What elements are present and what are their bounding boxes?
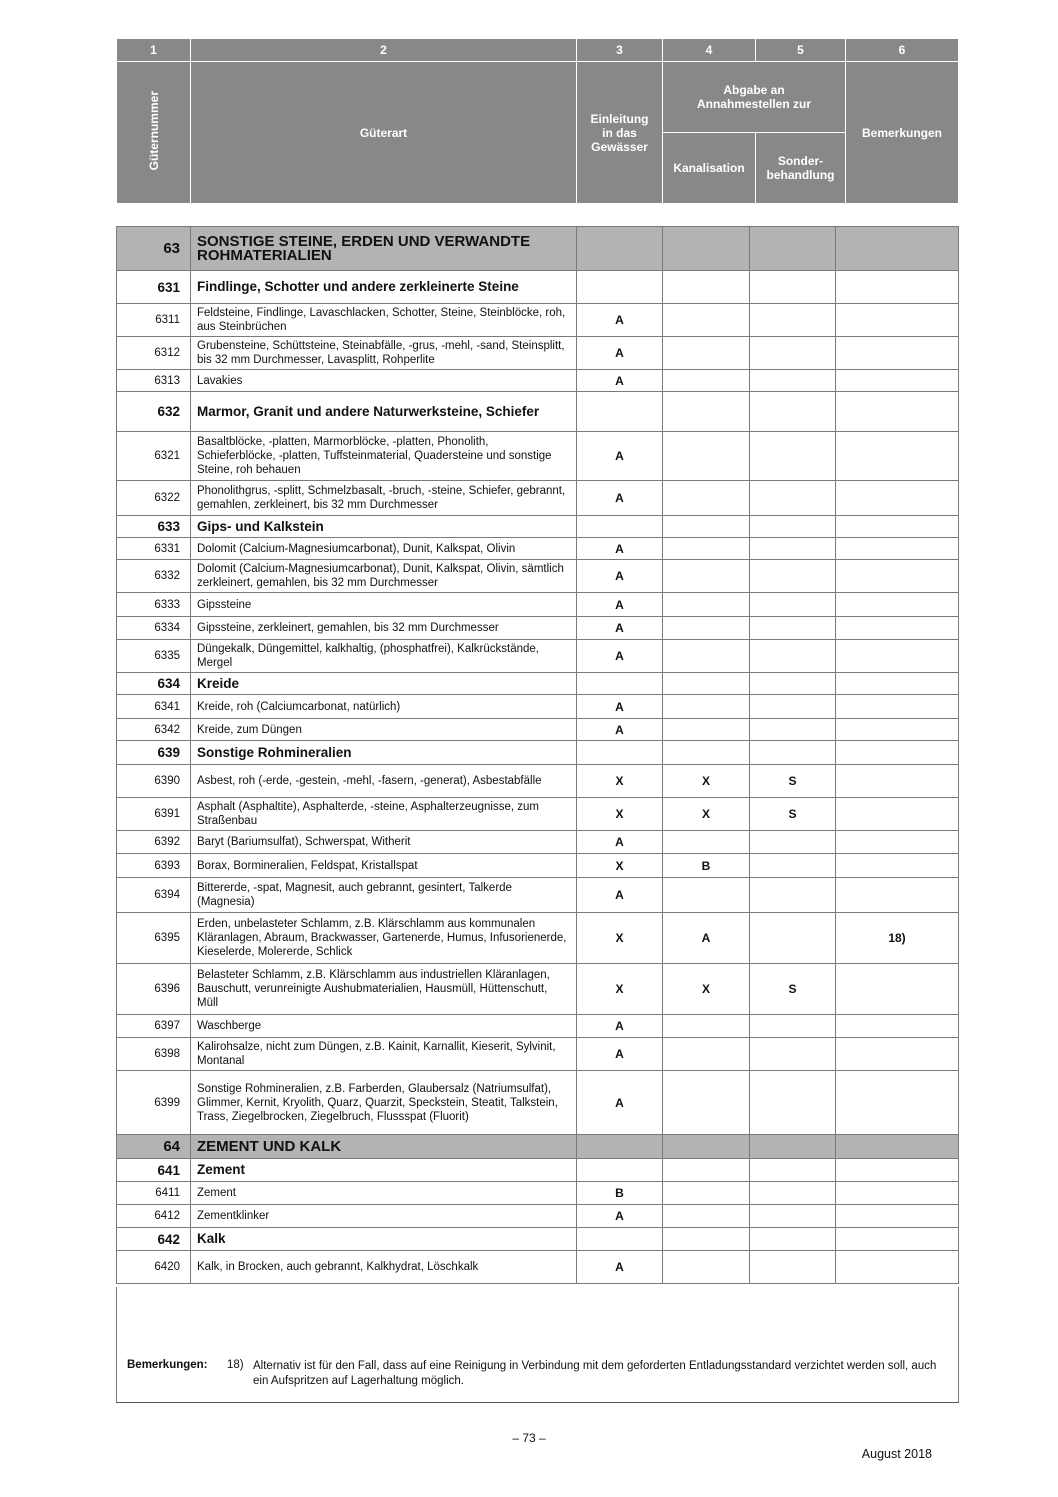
sewer-cell (663, 304, 750, 337)
remarks-cell (836, 854, 959, 878)
table-row (117, 1071, 959, 1135)
special-treatment-cell (750, 878, 836, 913)
special-treatment-cell (750, 432, 836, 481)
goods-description-cell: Dolomit (Calcium-Magnesiumcarbonat), Dunit, Kalkspat, Olivin, sämtlich zerkleinert, gemahlen, bis 32 mm Durchmesser (191, 560, 577, 593)
goods-description-cell: Gipssteine, zerkleinert, gemahlen, bis 32 mm Durchmesser (191, 617, 577, 640)
goods-number-cell: 631 (117, 271, 191, 304)
goods-number-cell: 6331 (117, 538, 191, 560)
goods-description-cell: ZEMENT UND KALK (191, 1135, 577, 1159)
special-treatment-cell (750, 1205, 836, 1228)
subgroup-row (117, 516, 959, 538)
goods-number-cell: 6398 (117, 1038, 191, 1071)
remarks-cell (836, 673, 959, 695)
table-row (117, 560, 959, 593)
goods-description-cell: Zementklinker (191, 1205, 577, 1228)
goods-description-cell: Zement (191, 1182, 577, 1205)
goods-description-cell: Basaltblöcke, -platten, Marmorblöcke, -platten, Phonolith, Schieferblöcke, -platten, Tuffsteinmaterial, Quadersteine und sonstige Steine, roh behauen (191, 432, 577, 481)
discharge-water-cell: A (577, 878, 663, 913)
goods-description-cell: Zement (191, 1159, 577, 1182)
header-abgabe-label: Abgabe an Annahmestellen zur (696, 83, 812, 111)
discharge-water-cell: A (577, 1205, 663, 1228)
goods-description-cell: Erden, unbelasteter Schlamm, z.B. Klärschlamm aus kommunalen Kläranlagen, Abraum, Brackwasser, Gartenerde, Humus, Infusorienerde, Kieselerde, Molererde, Schlick (191, 913, 577, 964)
discharge-water-cell: A (577, 831, 663, 854)
goods-number-cell: 6420 (117, 1251, 191, 1284)
remarks-cell (836, 560, 959, 593)
table-row (117, 1015, 959, 1038)
goods-number-cell: 634 (117, 673, 191, 695)
remarks-cell (836, 1228, 959, 1251)
remarks-cell (836, 765, 959, 798)
sewer-cell (663, 1228, 750, 1251)
table-row (117, 1251, 959, 1284)
discharge-water-cell: A (577, 337, 663, 370)
discharge-water-cell (577, 227, 663, 271)
goods-description-cell: Asbest, roh (-erde, -gestein, -mehl, -fasern, -generat), Asbestabfälle (191, 765, 577, 798)
goods-number-cell: 6393 (117, 854, 191, 878)
discharge-water-cell (577, 392, 663, 432)
table-row (117, 964, 959, 1015)
goods-number-cell: 642 (117, 1228, 191, 1251)
goods-number-cell: 6332 (117, 560, 191, 593)
discharge-water-cell: A (577, 719, 663, 741)
table-row (117, 304, 959, 337)
goods-number-cell: 6394 (117, 878, 191, 913)
goods-number-cell: 633 (117, 516, 191, 538)
goods-description-cell: Bittererde, -spat, Magnesit, auch gebrannt, gesintert, Talkerde (Magnesia) (191, 878, 577, 913)
table-row (117, 1038, 959, 1071)
discharge-water-cell: A (577, 304, 663, 337)
discharge-water-cell: B (577, 1182, 663, 1205)
sewer-cell (663, 271, 750, 304)
goods-number-cell: 6313 (117, 370, 191, 392)
col-number-5: 5 (756, 39, 846, 62)
special-treatment-cell (750, 538, 836, 560)
discharge-water-cell: A (577, 1251, 663, 1284)
group-row (117, 1135, 959, 1159)
remarks-cell (836, 1182, 959, 1205)
discharge-water-cell: A (577, 481, 663, 516)
subgroup-row (117, 1159, 959, 1182)
remarks-cell (836, 538, 959, 560)
discharge-water-cell: A (577, 1071, 663, 1135)
header-gueternummer (117, 62, 191, 204)
discharge-water-cell: X (577, 765, 663, 798)
special-treatment-cell (750, 304, 836, 337)
header-abgabe (663, 62, 846, 133)
remarks-cell (836, 878, 959, 913)
discharge-water-cell: A (577, 617, 663, 640)
remarks-cell (836, 1038, 959, 1071)
special-treatment-cell (750, 1159, 836, 1182)
goods-number-cell: 6397 (117, 1015, 191, 1038)
subgroup-row (117, 741, 959, 765)
discharge-water-cell: A (577, 640, 663, 673)
sewer-cell (663, 1205, 750, 1228)
sewer-cell (663, 878, 750, 913)
table-row (117, 640, 959, 673)
sewer-cell (663, 370, 750, 392)
special-treatment-cell (750, 673, 836, 695)
discharge-water-cell: A (577, 695, 663, 719)
sewer-cell: A (663, 913, 750, 964)
special-treatment-cell (750, 741, 836, 765)
goods-description-cell: Baryt (Bariumsulfat), Schwerspat, Witherit (191, 831, 577, 854)
remarks-cell (836, 640, 959, 673)
remarks-cell (836, 337, 959, 370)
discharge-water-cell: X (577, 913, 663, 964)
goods-number-cell: 6396 (117, 964, 191, 1015)
page-number: – 73 – (512, 1431, 546, 1445)
special-treatment-cell (750, 1015, 836, 1038)
special-treatment-cell (750, 1182, 836, 1205)
remarks-cell (836, 1015, 959, 1038)
goods-description-cell: Kalk, in Brocken, auch gebrannt, Kalkhydrat, Löschkalk (191, 1251, 577, 1284)
header-kanalisation: Kanalisation (663, 133, 756, 204)
goods-description-cell: Kreide, roh (Calciumcarbonat, natürlich) (191, 695, 577, 719)
subgroup-row (117, 392, 959, 432)
goods-number-cell: 6390 (117, 765, 191, 798)
header-gueterart: Güterart (191, 62, 577, 204)
sewer-cell (663, 227, 750, 271)
table-row (117, 878, 959, 913)
subgroup-row (117, 673, 959, 695)
remarks-footnote-number: 18) (227, 1359, 244, 1371)
table-row (117, 798, 959, 831)
goods-table-body (117, 227, 959, 1284)
sewer-cell (663, 617, 750, 640)
discharge-water-cell (577, 516, 663, 538)
sewer-cell (663, 516, 750, 538)
remarks-cell (836, 1205, 959, 1228)
goods-number-cell: 6335 (117, 640, 191, 673)
remarks-cell (836, 227, 959, 271)
header-gueternummer-label: Güternummer (146, 91, 161, 171)
sewer-cell: B (663, 854, 750, 878)
discharge-water-cell: X (577, 798, 663, 831)
remarks-cell (836, 271, 959, 304)
goods-number-cell: 6333 (117, 593, 191, 617)
remarks-cell (836, 964, 959, 1015)
sewer-cell (663, 1071, 750, 1135)
discharge-water-cell: A (577, 432, 663, 481)
goods-description-cell: Dolomit (Calcium-Magnesiumcarbonat), Dunit, Kalkspat, Olivin (191, 538, 577, 560)
goods-description-cell: Sonstige Rohmineralien, z.B. Farberden, Glaubersalz (Natriumsulfat), Glimmer, Kernit, Kryolith, Quarz, Quarzit, Speckstein, Steatit, Talkstein, Trass, Ziegelbrocken, Ziegelbruch, Flussspat (Fluorit) (191, 1071, 577, 1135)
sewer-cell (663, 673, 750, 695)
sewer-cell (663, 1251, 750, 1284)
header-sonderbehandlung-label: Sonder-behandlung (766, 154, 835, 182)
col-number-3: 3 (577, 39, 663, 62)
discharge-water-cell (577, 1135, 663, 1159)
footer-date: August 2018 (861, 1447, 932, 1461)
table-row (117, 719, 959, 741)
special-treatment-cell (750, 913, 836, 964)
goods-description-cell: Gipssteine (191, 593, 577, 617)
column-header-table (116, 38, 959, 204)
goods-number-cell: 6342 (117, 719, 191, 741)
goods-number-cell: 639 (117, 741, 191, 765)
special-treatment-cell (750, 831, 836, 854)
special-treatment-cell (750, 1251, 836, 1284)
sewer-cell (663, 741, 750, 765)
subgroup-row (117, 1228, 959, 1251)
discharge-water-cell: A (577, 370, 663, 392)
sewer-cell (663, 1015, 750, 1038)
remarks-cell (836, 370, 959, 392)
table-row (117, 765, 959, 798)
remarks-cell (836, 695, 959, 719)
goods-description-cell: Kreide (191, 673, 577, 695)
goods-description-cell: Borax, Bormineralien, Feldspat, Kristallspat (191, 854, 577, 878)
goods-description-cell: Kalirohsalze, nicht zum Düngen, z.B. Kainit, Karnallit, Kieserit, Sylvinit, Montanal (191, 1038, 577, 1071)
header-einleitung-label: Einleitung in das Gewässer (590, 111, 649, 154)
sewer-cell (663, 1038, 750, 1071)
goods-description-cell: Waschberge (191, 1015, 577, 1038)
special-treatment-cell (750, 481, 836, 516)
goods-number-cell: 6322 (117, 481, 191, 516)
goods-number-cell: 6392 (117, 831, 191, 854)
goods-number-cell: 6412 (117, 1205, 191, 1228)
remarks-cell (836, 1071, 959, 1135)
goods-number-cell: 63 (117, 227, 191, 271)
col-number-6: 6 (846, 39, 959, 62)
goods-number-cell: 632 (117, 392, 191, 432)
remarks-cell (836, 617, 959, 640)
remarks-cell (836, 392, 959, 432)
goods-number-cell: 6312 (117, 337, 191, 370)
table-row (117, 695, 959, 719)
goods-description-cell: Grubensteine, Schüttsteine, Steinabfälle, -grus, -mehl, -sand, Steinsplitt, bis 32 mm Durchmesser, Lavasplitt, Rohperlite (191, 337, 577, 370)
special-treatment-cell (750, 593, 836, 617)
remarks-label: Bemerkungen: (127, 1359, 208, 1371)
col-number-4: 4 (663, 39, 756, 62)
table-row (117, 481, 959, 516)
discharge-water-cell: A (577, 593, 663, 617)
discharge-water-cell: A (577, 538, 663, 560)
group-row (117, 227, 959, 271)
table-row (117, 1182, 959, 1205)
table-row (117, 538, 959, 560)
goods-description-cell: Findlinge, Schotter und andere zerkleinerte Steine (191, 271, 577, 304)
header-bemerkungen: Bemerkungen (846, 62, 959, 204)
goods-number-cell: 6311 (117, 304, 191, 337)
table-row (117, 432, 959, 481)
sewer-cell (663, 392, 750, 432)
remarks-cell (836, 481, 959, 516)
goods-number-cell: 6411 (117, 1182, 191, 1205)
sewer-cell (663, 640, 750, 673)
special-treatment-cell (750, 337, 836, 370)
special-treatment-cell (750, 1038, 836, 1071)
special-treatment-cell (750, 227, 836, 271)
goods-description-cell: Phonolithgrus, -splitt, Schmelzbasalt, -bruch, -steine, Schiefer, gebrannt, gemahlen, zerkleinert, bis 32 mm Durchmesser (191, 481, 577, 516)
goods-description-cell: Feldsteine, Findlinge, Lavaschlacken, Schotter, Steine, Steinblöcke, roh, aus Steinbrüchen (191, 304, 577, 337)
special-treatment-cell (750, 719, 836, 741)
special-treatment-cell: S (750, 765, 836, 798)
discharge-water-cell: A (577, 1015, 663, 1038)
goods-table (116, 226, 959, 1284)
sewer-cell: X (663, 964, 750, 1015)
sewer-cell (663, 1159, 750, 1182)
table-row (117, 337, 959, 370)
goods-description-cell: Asphalt (Asphaltite), Asphalterde, -steine, Asphalterzeugnisse, zum Straßenbau (191, 798, 577, 831)
remarks-cell (836, 831, 959, 854)
sewer-cell (663, 481, 750, 516)
column-number-row (117, 39, 959, 62)
sewer-cell (663, 538, 750, 560)
discharge-water-cell: A (577, 560, 663, 593)
special-treatment-cell (750, 695, 836, 719)
special-treatment-cell (750, 560, 836, 593)
goods-description-cell: Düngekalk, Düngemittel, kalkhaltig, (phosphatfrei), Kalkrückstände, Mergel (191, 640, 577, 673)
special-treatment-cell (750, 1228, 836, 1251)
special-treatment-cell: S (750, 798, 836, 831)
goods-number-cell: 641 (117, 1159, 191, 1182)
remarks-box (116, 1287, 959, 1403)
sewer-cell: X (663, 765, 750, 798)
column-title-row (117, 62, 959, 133)
table-row (117, 593, 959, 617)
remarks-cell (836, 1159, 959, 1182)
goods-description-cell: SONSTIGE STEINE, ERDEN UND VERWANDTE ROHMATERIALIEN (191, 227, 577, 271)
col-number-1: 1 (117, 39, 191, 62)
goods-number-cell: 6399 (117, 1071, 191, 1135)
remarks-cell (836, 304, 959, 337)
special-treatment-cell (750, 370, 836, 392)
special-treatment-cell (750, 854, 836, 878)
discharge-water-cell (577, 741, 663, 765)
discharge-water-cell: X (577, 854, 663, 878)
special-treatment-cell (750, 271, 836, 304)
header-sonderbehandlung (756, 133, 846, 204)
goods-number-cell: 6334 (117, 617, 191, 640)
special-treatment-cell (750, 392, 836, 432)
goods-number-cell: 6395 (117, 913, 191, 964)
table-row (117, 370, 959, 392)
special-treatment-cell (750, 617, 836, 640)
goods-description-cell: Kalk (191, 1228, 577, 1251)
sewer-cell (663, 1182, 750, 1205)
remarks-cell (836, 719, 959, 741)
sewer-cell (663, 831, 750, 854)
goods-description-cell: Sonstige Rohmineralien (191, 741, 577, 765)
sewer-cell (663, 432, 750, 481)
discharge-water-cell (577, 673, 663, 695)
sewer-cell (663, 719, 750, 741)
sewer-cell: X (663, 798, 750, 831)
discharge-water-cell: X (577, 964, 663, 1015)
goods-description-cell: Lavakies (191, 370, 577, 392)
remarks-cell (836, 432, 959, 481)
goods-number-cell: 6341 (117, 695, 191, 719)
discharge-water-cell (577, 1159, 663, 1182)
goods-description-cell: Kreide, zum Düngen (191, 719, 577, 741)
special-treatment-cell: S (750, 964, 836, 1015)
remarks-cell (836, 1135, 959, 1159)
sewer-cell (663, 593, 750, 617)
remarks-cell (836, 798, 959, 831)
goods-number-cell: 64 (117, 1135, 191, 1159)
subgroup-row (117, 271, 959, 304)
header-einleitung (577, 62, 663, 204)
table-row (117, 854, 959, 878)
remarks-cell (836, 1251, 959, 1284)
goods-description-cell: Belasteter Schlamm, z.B. Klärschlamm aus industriellen Kläranlagen, Bauschutt, verunreinigte Aushubmaterialien, Hausmüll, Hüttenschutt, Müll (191, 964, 577, 1015)
sewer-cell (663, 337, 750, 370)
goods-description-cell: Marmor, Granit und andere Naturwerksteine, Schiefer (191, 392, 577, 432)
sewer-cell (663, 695, 750, 719)
sewer-cell (663, 560, 750, 593)
remarks-cell (836, 593, 959, 617)
goods-number-cell: 6321 (117, 432, 191, 481)
table-row (117, 1205, 959, 1228)
remarks-cell (836, 741, 959, 765)
special-treatment-cell (750, 516, 836, 538)
remarks-footnote-text: Alternativ ist für den Fall, dass auf eine Reinigung in Verbindung mit dem geforderten Entladungsstandard verzichtet werden soll, auch ein Aufspritzen auf Lagerhaltung möglich. (253, 1360, 937, 1387)
table-row (117, 617, 959, 640)
sewer-cell (663, 1135, 750, 1159)
discharge-water-cell (577, 271, 663, 304)
goods-description-cell: Gips- und Kalkstein (191, 516, 577, 538)
col-number-2: 2 (191, 39, 577, 62)
special-treatment-cell (750, 1135, 836, 1159)
table-row (117, 913, 959, 964)
remarks-cell (836, 516, 959, 538)
discharge-water-cell: A (577, 1038, 663, 1071)
special-treatment-cell (750, 1071, 836, 1135)
goods-number-cell: 6391 (117, 798, 191, 831)
table-row (117, 831, 959, 854)
remarks-cell: 18) (836, 913, 959, 964)
special-treatment-cell (750, 640, 836, 673)
discharge-water-cell (577, 1228, 663, 1251)
